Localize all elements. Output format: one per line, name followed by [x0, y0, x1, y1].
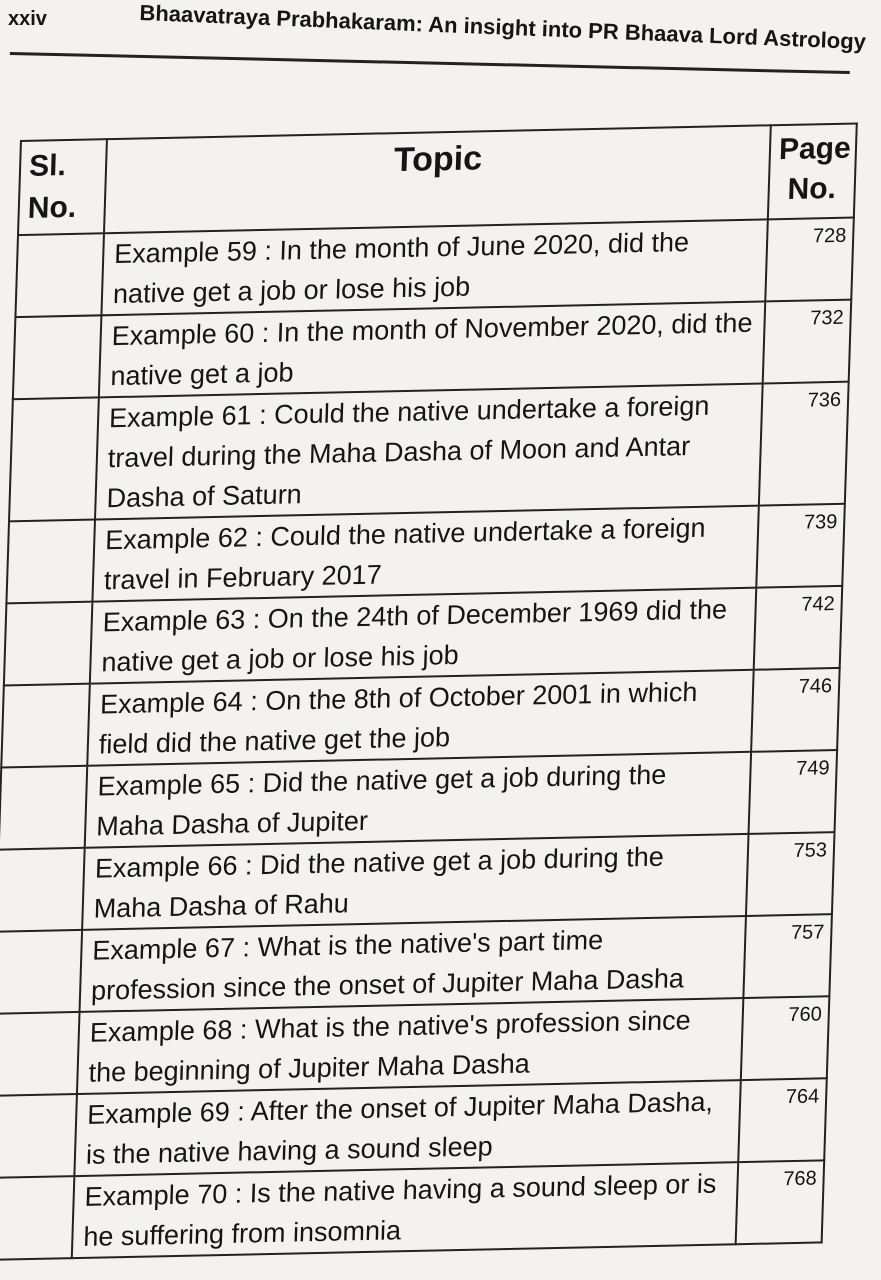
sl-no-cell: [0, 848, 85, 932]
page-cell: 749: [749, 750, 838, 834]
running-head: Bhaavatraya Prabhakaram: An insight into PR Bhaava Lord Astrology: [138, 0, 867, 55]
page-cell: 746: [751, 668, 840, 752]
page-no-header-line2: No.: [787, 171, 837, 206]
table-header-row: [18, 123, 857, 235]
page-cell: 732: [763, 300, 852, 384]
sl-no-cell: [9, 397, 99, 521]
sl-no-cell: [0, 1012, 80, 1096]
topic-cell: Example 59 : In the month of June 2020, did the native get a job or lose his job: [101, 219, 767, 315]
page-cell: 764: [738, 1078, 827, 1162]
page-cell: 768: [736, 1160, 825, 1244]
topic-cell: Example 63 : On the 24th of December 1969 did the native get a job or lose his job: [90, 588, 756, 684]
topic-cell: Example 60 : In the month of November 2020, did the native get a job: [99, 301, 765, 397]
sl-no-cell: [0, 1094, 77, 1178]
topic-cell: Example 61 : Could the native undertake a foreign travel during the Maha Dasha of Moon and Antar Dasha of Saturn: [95, 383, 763, 519]
sl-no-header-line1: Sl.: [28, 149, 67, 183]
topic-cell: Example 62 : Could the native undertake a foreign travel in February 2017: [92, 506, 758, 602]
table-row: [0, 1160, 824, 1260]
topic-cell: Example 64 : On the 8th of October 2001 in which field did the native get the job: [87, 670, 753, 766]
table-row: [9, 382, 849, 522]
sl-no-cell: [13, 315, 102, 399]
header-rule: [10, 52, 850, 74]
page-number: xxiv: [8, 8, 47, 30]
sl-no-cell: [0, 1176, 74, 1260]
sl-no-cell: [4, 602, 93, 686]
page-cell: 753: [746, 832, 835, 916]
topic-cell: Example 70 : Is the native having a sound sleep or is he suffering from insomnia: [72, 1162, 738, 1258]
page-no-header-line1: Page: [778, 131, 852, 167]
page-cell: 757: [743, 914, 832, 998]
sl-no-cell: [6, 520, 95, 604]
topic-cell: Example 67 : What is the native's part time profession since the onset of Jupiter Maha Dasha: [80, 916, 746, 1012]
sl-no-cell: [0, 766, 87, 850]
topic-cell: Example 66 : Did the native get a job during the Maha Dasha of Rahu: [82, 834, 748, 930]
sl-no-cell: [0, 930, 82, 1014]
topic-header: Topic: [104, 125, 771, 233]
page-cell: 728: [765, 218, 854, 302]
topic-cell: Example 69 : After the onset of Jupiter Maha Dasha, is the native having a sound sleep: [74, 1080, 740, 1176]
sl-no-cell: [15, 233, 104, 317]
topic-cell: Example 68 : What is the native's profession since the beginning of Jupiter Maha Dasha: [77, 998, 743, 1094]
page-cell: 736: [759, 382, 849, 506]
contents-table: [0, 122, 858, 1261]
page-no-header: [768, 123, 857, 219]
sl-no-header: [18, 139, 107, 235]
sl-no-cell: [1, 684, 90, 768]
page-cell: 742: [754, 586, 843, 670]
page-cell: 739: [756, 504, 845, 588]
topic-cell: Example 65 : Did the native get a job during the Maha Dasha of Jupiter: [85, 752, 751, 848]
page-cell: 760: [741, 996, 830, 1080]
sl-no-header-line2: No.: [27, 190, 77, 225]
